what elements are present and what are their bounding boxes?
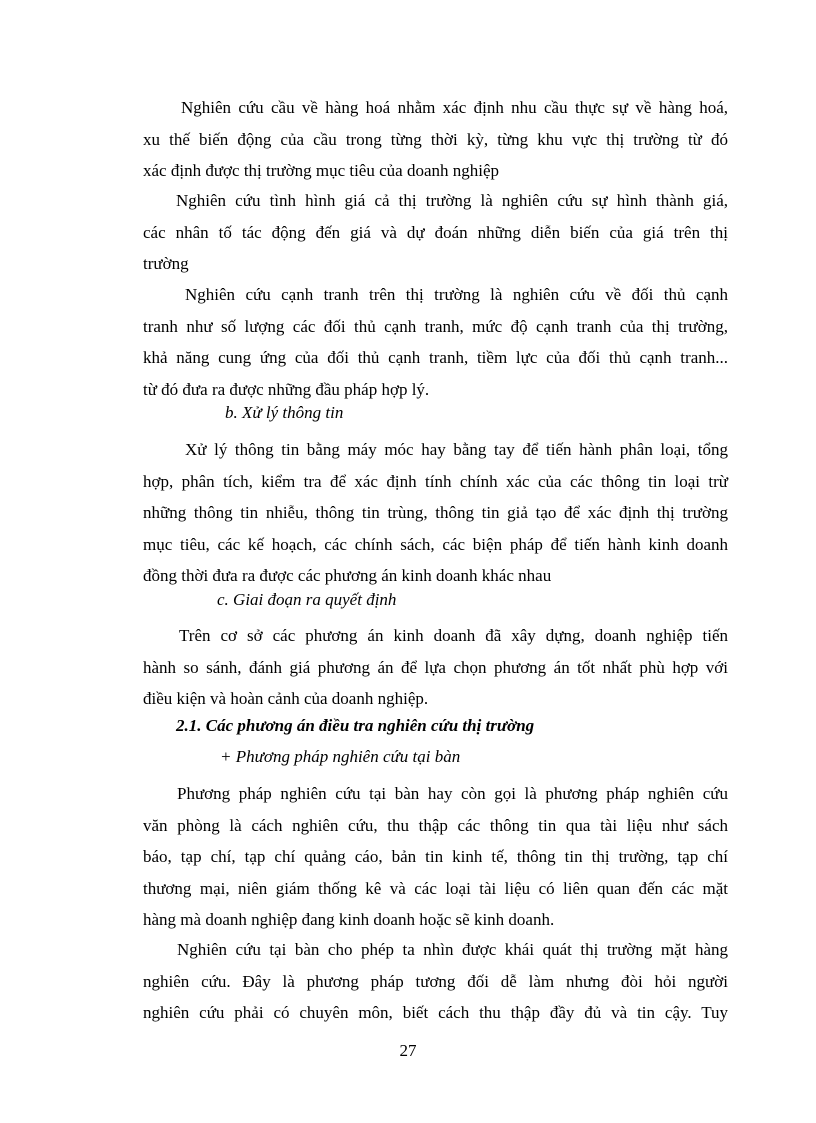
text-line: Phương pháp nghiên cứu tại bàn hay còn gọi là phương pháp nghiên cứu xyxy=(177,784,728,803)
text-line: trường xyxy=(143,254,189,273)
text-line: xác định được thị trường mục tiêu của doanh nghiệp xyxy=(143,161,500,180)
text-line: hành so sánh, đánh giá phương án để lựa chọn phương án tốt nhất phù hợp với xyxy=(143,657,728,677)
text-line: khả năng cung ứng của đối thủ cạnh tranh, tiềm lực của đối thủ cạnh tranh... xyxy=(143,348,728,367)
subheading-b: b. Xử lý thông tin xyxy=(225,403,344,422)
text-line: thương mại, niên giám thống kê và các loại tài liệu có liên quan đến các mặt xyxy=(143,878,728,898)
paragraph-price-research xyxy=(143,185,728,280)
paragraph-decision-stage xyxy=(143,620,728,715)
paragraph-desk-research-evaluation xyxy=(143,934,728,1029)
paragraph-demand-research xyxy=(143,92,728,187)
text-line: Nghiên cứu cầu về hàng hoá nhằm xác định nhu cầu thực sự về hàng hoá, xyxy=(181,98,728,117)
text-line: điều kiện và hoàn cảnh của doanh nghiệp. xyxy=(143,689,429,708)
text-line: Nghiên cứu tại bàn cho phép ta nhìn được khái quát thị trường mặt hàng xyxy=(177,940,728,959)
section-heading-2-1: 2.1. Các phương án điều tra nghiên cứu thị trường xyxy=(176,716,535,735)
paragraph-desk-research-method xyxy=(143,778,728,936)
text-line: hợp, phân tích, kiểm tra để xác định tính chính xác của các thông tin loại trừ xyxy=(143,471,728,491)
text-line: từ đó đưa ra được những đầu pháp hợp lý. xyxy=(143,379,430,399)
paragraph-competition-research xyxy=(143,279,728,405)
page-number: 27 xyxy=(399,1041,417,1060)
method-heading: + Phương pháp nghiên cứu tại bàn xyxy=(220,747,461,766)
text-line: Xử lý thông tin bằng máy móc hay bằng tay để tiến hành phân loại, tổng xyxy=(185,440,728,459)
text-line: mục tiêu, các kế hoạch, các chính sách, các biện pháp để tiến hành kinh doanh xyxy=(143,534,728,554)
text-line: những thông tin nhiễu, thông tin trùng, thông tin giả tạo để xác định thị trường xyxy=(143,503,728,522)
text-line: Trên cơ sở các phương án kinh doanh đã xây dựng, doanh nghiệp tiến xyxy=(179,626,728,645)
text-line: xu thế biến động của cầu trong từng thời kỳ, từng khu vực thị trường từ đó xyxy=(143,129,728,149)
text-line: hàng mà doanh nghiệp đang kinh doanh hoặc sẽ kinh doanh. xyxy=(143,910,555,929)
subheading-c: c. Giai đoạn ra quyết định xyxy=(217,590,397,609)
text-line: văn phòng là cách nghiên cứu, thu thập các thông tin qua tài liệu như sách xyxy=(143,815,728,835)
text-line: Nghiên cứu cạnh tranh trên thị trường là nghiên cứu về đối thủ cạnh xyxy=(185,285,728,304)
text-line: tranh như số lượng các đối thủ cạnh tranh, mức độ cạnh tranh của thị trường, xyxy=(143,316,728,336)
paragraph-information-processing xyxy=(143,434,728,592)
text-line: báo, tạp chí, tạp chí quảng cáo, bản tin kinh tế, thông tin thị trường, tạp chí xyxy=(143,847,728,866)
text-line: đồng thời đưa ra được các phương án kinh doanh khác nhau xyxy=(143,566,552,585)
text-line: nghiên cứu. Đây là phương pháp tương đối dễ làm nhưng đòi hỏi người xyxy=(143,971,728,991)
text-line: Nghiên cứu tình hình giá cả thị trường là nghiên cứu sự hình thành giá, xyxy=(176,191,728,210)
text-line: các nhân tố tác động đến giá và dự đoán những diễn biến của giá trên thị xyxy=(143,222,728,242)
text-line: nghiên cứu phải có chuyên môn, biết cách thu thập đầy đủ và tin cậy. Tuy xyxy=(143,1003,728,1022)
